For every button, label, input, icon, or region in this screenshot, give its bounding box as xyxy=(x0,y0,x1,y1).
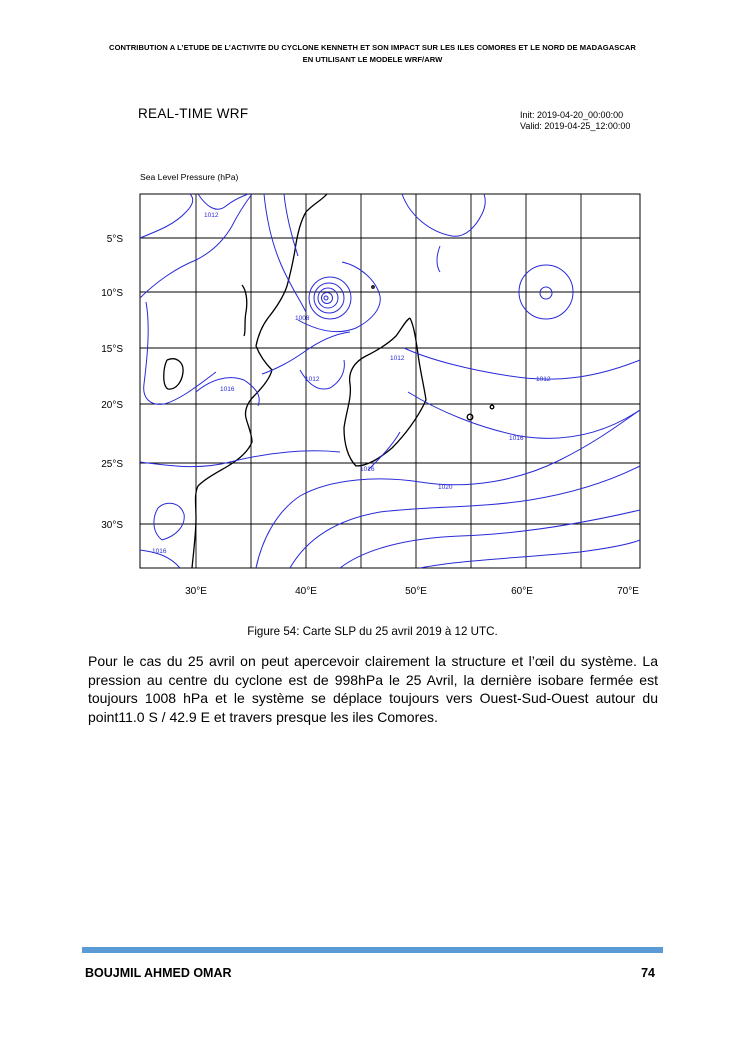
contour-1016-madagascar xyxy=(368,432,400,470)
contour-label: 1016 xyxy=(220,386,235,393)
slp-contours xyxy=(140,194,640,568)
mauritius-island xyxy=(490,405,494,409)
contour-label: 1012 xyxy=(536,376,551,383)
contour-cyclone-eye xyxy=(324,296,328,300)
contour-1012-north xyxy=(198,194,248,209)
y-tick-label: 20°S xyxy=(101,400,123,411)
contour-label: 1012 xyxy=(390,355,405,362)
contour-high-east-inner xyxy=(540,287,552,299)
contour-north-west xyxy=(140,194,193,238)
contour-1024 xyxy=(290,466,640,568)
madagascar-coast xyxy=(344,318,426,466)
contour-cyclone-4 xyxy=(322,293,333,304)
footer-author: BOUJMIL AHMED OMAR xyxy=(85,966,232,980)
lake-tanganyika-coast xyxy=(242,285,247,336)
field-label: Sea Level Pressure (hPa) xyxy=(140,172,239,182)
contour-1032 xyxy=(420,540,640,568)
header-line-1: CONTRIBUTION A L’ETUDE DE L’ACTIVITE DU CYCLONE KENNETH ET SON IMPACT SUR LES ILES COMORES ET LE NORD DE MADAGASCAR xyxy=(109,43,636,52)
x-ticks xyxy=(185,586,639,597)
y-ticks xyxy=(101,234,123,531)
y-tick-label: 25°S xyxy=(101,459,123,470)
contour-1016-east xyxy=(408,392,640,438)
contour-label: 1012 xyxy=(305,376,320,383)
x-tick-label: 70°E xyxy=(617,586,639,597)
y-tick-label: 5°S xyxy=(106,234,123,245)
contour-label: 1016 xyxy=(360,466,375,473)
contour-label: 1016 xyxy=(152,548,167,555)
figure-title: REAL-TIME WRF xyxy=(138,106,249,121)
init-time: Init: 2019-04-20_00:00:00 xyxy=(520,110,624,120)
figure-caption: Figure 54: Carte SLP du 25 avril 2019 à 12 UTC. xyxy=(247,625,498,638)
x-tick-label: 60°E xyxy=(511,586,533,597)
contour-label: 1016 xyxy=(509,435,524,442)
y-tick-label: 15°S xyxy=(101,344,123,355)
contour-sw-closed xyxy=(154,503,184,540)
footer-rule xyxy=(82,947,663,953)
contour-north-east xyxy=(402,194,485,236)
contour-central-a xyxy=(264,194,306,312)
header-line-2: EN UTILISANT LE MODELE WRF/ARW xyxy=(302,55,443,64)
x-tick-label: 30°E xyxy=(185,586,207,597)
contour-labels xyxy=(152,212,551,555)
contour-1012-channel xyxy=(300,360,344,389)
comoros-island xyxy=(372,286,374,288)
contour-south-west xyxy=(140,451,340,467)
contour-label: 1012 xyxy=(204,212,219,219)
valid-time: Valid: 2019-04-25_12:00:00 xyxy=(520,121,631,131)
contour-label: 1020 xyxy=(438,484,453,491)
contour-label: 1008 xyxy=(295,315,310,322)
contour-west-b xyxy=(144,302,216,404)
y-tick-label: 30°S xyxy=(101,520,123,531)
x-tick-label: 40°E xyxy=(295,586,317,597)
contour-cyclone-outer xyxy=(298,262,380,332)
page-number: 74 xyxy=(641,966,655,980)
x-tick-label: 50°E xyxy=(405,586,427,597)
contour-1012-east xyxy=(404,348,640,379)
lake-malawi-coast xyxy=(164,359,183,389)
reunion-island xyxy=(467,414,473,420)
y-tick-label: 10°S xyxy=(101,288,123,299)
contour-small-east xyxy=(437,246,440,272)
body-paragraph: Pour le cas du 25 avril on peut apercevoir clairement la structure et l’œil du système. La pression au centre du cyclone est de 998hPa le 25 Avril, la dernière isobare fermée est toujours 1008 hPa et le système se déplace toujours vers Ouest-Sud-Ouest autour du point11.0 S / 42.9 E et travers presque les iles Comores. xyxy=(88,653,658,725)
